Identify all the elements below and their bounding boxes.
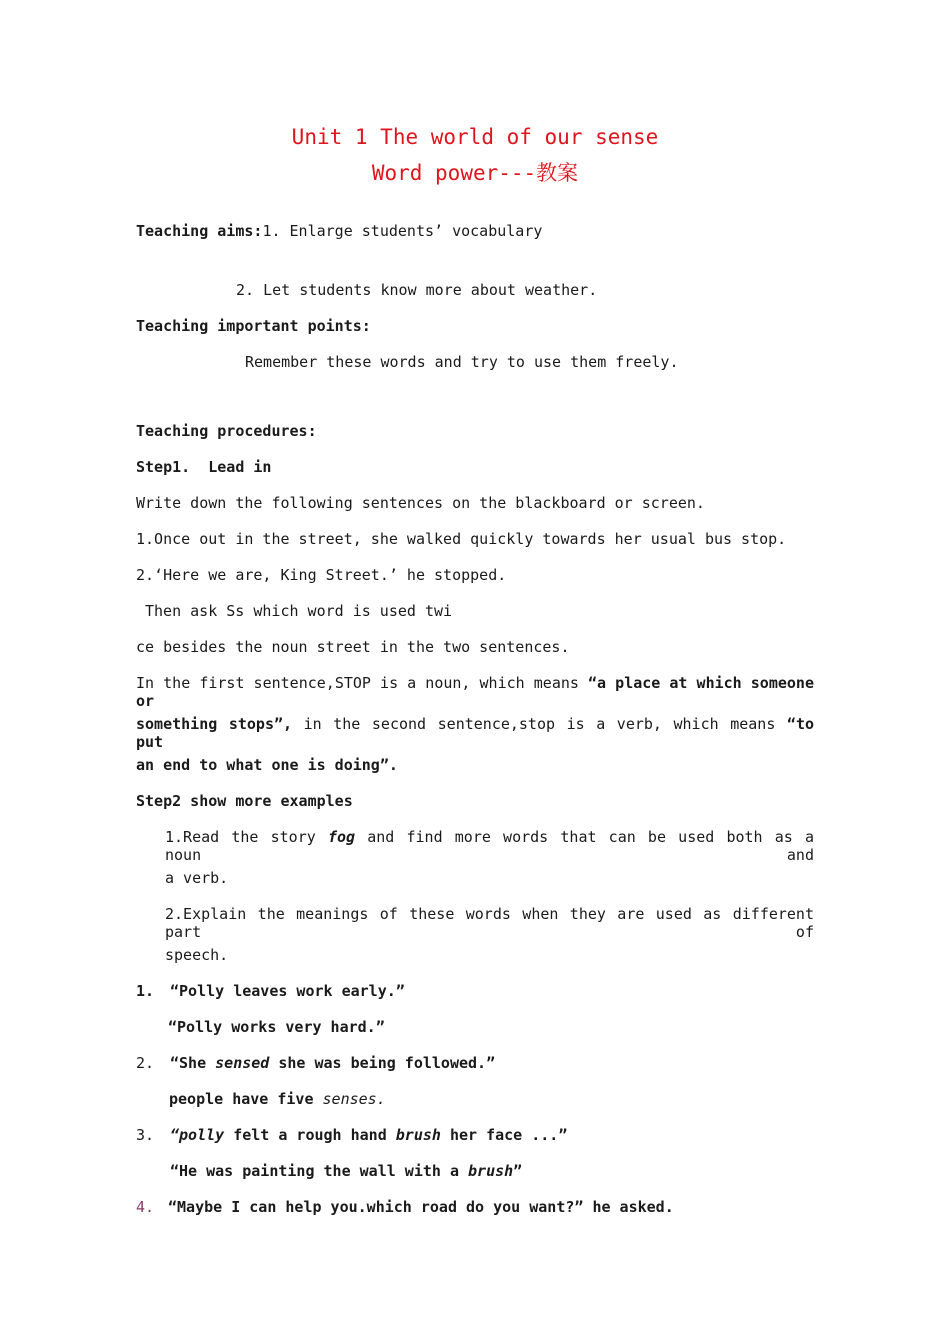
important-points-label: Teaching important points: [136, 317, 371, 335]
word-brush-noun: brush [468, 1162, 514, 1180]
example-3-b-pre: “He was painting the wall with a [170, 1162, 459, 1180]
step1-heading: Step1. Lead in [136, 458, 272, 476]
aims-item-2: 2. Let students know more about weather. [236, 281, 598, 299]
story-title-fog: fog [327, 828, 356, 846]
explain-text-2: in the second sentence,stop is a verb, which means [303, 715, 776, 733]
step2-item-2-cont: speech. [165, 946, 229, 964]
explain-line-2 [136, 715, 814, 751]
stop-noun-definition: “a place at which someone or [136, 674, 814, 710]
example-3-line-b [170, 1162, 522, 1180]
example-1-number: 1. [136, 982, 155, 1000]
important-points-text: Remember these words and try to use them freely. [245, 353, 679, 371]
aims-line-1 [136, 222, 542, 240]
step2-item-1-cont: a verb. [165, 869, 229, 887]
step2-heading: Step2 show more examples [136, 792, 353, 810]
word-brush-verb: brush [395, 1126, 441, 1144]
stop-noun-definition-end: something stops”, [136, 715, 293, 733]
example-3-number: 3. [136, 1126, 155, 1144]
example-1-line-a: “Polly leaves work early.” [170, 982, 405, 1000]
word-senses: senses. [322, 1090, 386, 1108]
step2-item-1 [165, 828, 814, 864]
aims-label: Teaching aims: [136, 222, 263, 240]
word-sensed: sensed [215, 1054, 270, 1072]
example-2-a-post: she was being followed.” [278, 1054, 496, 1072]
example-2-b-pre: people have five [169, 1090, 314, 1108]
example-sentence-1: 1.Once out in the street, she walked quickly towards her usual bus stop. [136, 530, 787, 548]
example-3-a-post: her face ...” [449, 1126, 568, 1144]
example-4-post: he asked. [592, 1198, 674, 1216]
step1-instruction: Write down the following sentences on the blackboard or screen. [136, 494, 705, 512]
explain-text-1: In the first sentence,STOP is a noun, which means [136, 674, 579, 692]
example-1-line-b: “Polly works very hard.” [168, 1018, 385, 1036]
example-2-number: 2. [136, 1054, 155, 1072]
document-title-line1: Unit 1 The world of our sense [291, 125, 659, 149]
aims-item-1: 1. Enlarge students’ vocabulary [262, 222, 543, 240]
example-3-b-post: ” [513, 1162, 523, 1180]
question-line-1: Then ask Ss which word is used twi [145, 602, 453, 620]
example-3-line-a [170, 1126, 567, 1144]
stop-verb-definition: “to put [136, 715, 815, 751]
example-4-quote: “Maybe I can help you.which road do you want?” [168, 1198, 584, 1216]
example-2-line-a [170, 1054, 495, 1072]
document-title-line2: Word power---教案 [371, 161, 579, 185]
example-4-number: 4. [136, 1198, 155, 1216]
example-4-line-a [168, 1198, 674, 1216]
step2-item-1-text-end: and find more words that can be used both as a noun and [165, 828, 815, 864]
example-sentence-2: 2.‘Here we are, King Street.’ he stopped. [136, 566, 507, 584]
procedures-label: Teaching procedures: [136, 422, 317, 440]
step2-item-2: 2.Explain the meanings of these words when they are used as different part of [165, 905, 814, 941]
example-2-line-b [169, 1090, 386, 1108]
example-3-a-mid: felt a rough hand [233, 1126, 387, 1144]
step2-item-1-text: 1.Read the story [165, 828, 316, 846]
explain-line-1 [136, 674, 814, 710]
question-line-2: ce besides the noun street in the two sentences. [136, 638, 570, 656]
example-3-a-pre: “polly [170, 1126, 225, 1144]
example-2-a-pre: “She [170, 1054, 207, 1072]
explain-line-3: an end to what one is doing”. [136, 756, 398, 774]
